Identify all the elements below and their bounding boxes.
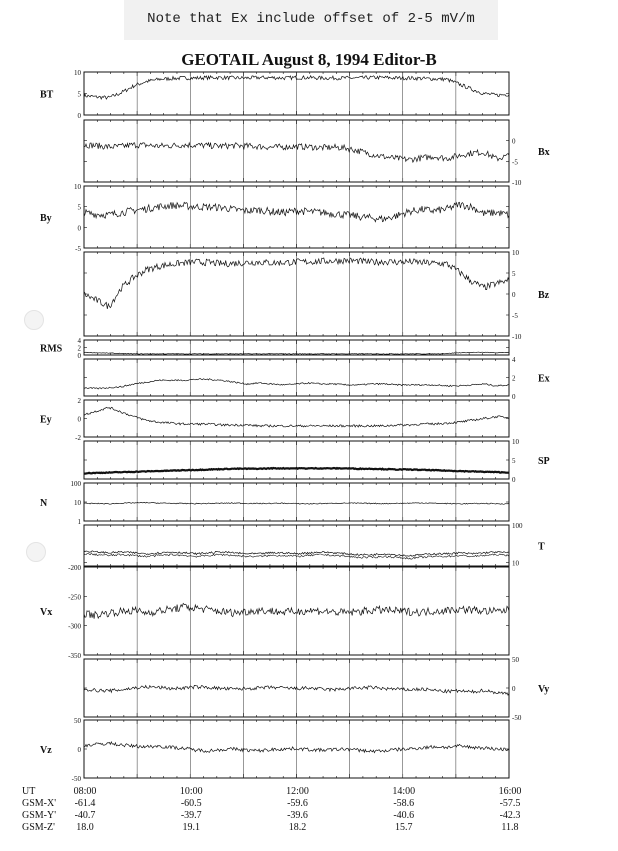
y-tick-label: 5 [512,457,516,465]
x-tick-label: 08:00 [73,786,97,797]
orbit-value: -59.6 [287,798,308,809]
panel-label: Vz [40,745,52,756]
panel-label: N [40,498,48,509]
panel-label: SP [538,456,550,467]
y-tick-label: -350 [68,652,81,660]
y-tick-label: -10 [512,333,522,341]
panel-label: Ey [40,414,52,426]
y-tick-label: 2 [77,397,81,405]
y-tick-label: -300 [68,622,81,631]
orbit-value: 15.7 [395,822,413,833]
orbit-row [0,786,618,798]
y-tick-label: 0 [512,393,516,401]
panel-bx [84,120,550,187]
y-tick-label: 0 [512,685,516,693]
panel-bz [84,249,550,341]
orbit-row-label: UT [22,786,36,797]
orbit-value: -57.5 [499,798,521,809]
y-tick-label: 5 [512,270,516,278]
x-tick-label: 14:00 [392,786,416,797]
y-tick-label: -5 [75,245,81,253]
y-tick-label: 10 [74,69,81,77]
y-tick-label: 10 [512,438,519,446]
y-tick-label: 10 [512,249,519,257]
orbit-value: 18.2 [288,822,307,833]
panel-rms [40,337,509,360]
offset-note: Note that Ex include offset of 2-5 mV/m [124,0,498,40]
x-tick-label: 16:00 [498,786,522,797]
y-tick-label: -50 [71,775,81,783]
y-tick-label: 1 [77,518,81,526]
y-tick-label: 100 [70,480,81,488]
panel-vz [40,717,509,783]
orbit-value: -60.5 [180,798,202,809]
x-tick-label: 10:00 [179,786,203,797]
panel-label: By [40,213,52,224]
panel-label: Bz [538,290,550,301]
panel-label: RMS [40,343,63,355]
y-tick-label: 2 [77,344,81,353]
y-tick-label: 0 [512,476,516,484]
y-tick-label: -2 [75,434,81,442]
orbit-row [0,810,618,822]
y-tick-label: 2 [512,374,516,383]
panel-ex [84,356,550,401]
orbit-value: 19.1 [182,822,200,833]
panel-vy [84,656,549,722]
y-tick-label: -10 [512,179,522,187]
y-tick-label: 10 [512,559,519,568]
orbit-row [0,822,618,834]
y-tick-label: 10 [74,499,81,507]
panel-label: Vy [538,684,550,695]
x-tick-label: 12:00 [286,786,309,797]
orbit-row-label: GSM-Z' [22,822,55,833]
y-tick-label: 100 [512,522,523,530]
orbit-value: 11.8 [501,822,519,833]
orbit-row-label: GSM-X' [22,798,57,809]
panel-sp [84,438,550,484]
y-tick-label: 50 [74,717,81,725]
y-tick-label: 0 [77,415,81,424]
y-tick-label: 4 [77,337,81,345]
panel-by [40,183,509,253]
panel-label: BT [40,89,54,101]
y-tick-label: 0 [77,224,81,233]
y-tick-label: 50 [512,656,519,664]
chart-title: GEOTAIL August 8, 1994 Editor-B [181,50,437,69]
panel-label: Vx [40,607,53,618]
orbit-row-label: GSM-Y' [22,810,57,821]
panel-label: Bx [538,147,550,158]
orbit-value: -39.7 [180,810,202,821]
panel-vx [40,564,509,660]
y-tick-label: -5 [512,158,518,167]
orbit-row [0,798,618,810]
y-tick-label: 4 [512,356,516,364]
panel-label: T [538,541,545,553]
orbit-value: -42.3 [499,810,521,821]
y-tick-label: -250 [68,593,81,602]
panel-bt [40,69,509,120]
panel-ey [40,397,509,442]
orbit-value: 18.0 [76,822,94,833]
orbit-value: -58.6 [393,798,415,809]
y-tick-label: 10 [74,183,81,191]
y-tick-label: -50 [512,714,522,722]
y-tick-label: 0 [77,352,81,360]
orbit-value: -40.6 [393,810,415,821]
y-tick-label: 5 [77,203,81,212]
orbit-value: -61.4 [74,798,96,809]
orbit-value: -39.6 [287,810,308,821]
panel-t [84,522,545,567]
y-tick-label: -200 [68,564,81,572]
y-tick-label: 0 [77,746,81,754]
y-tick-label: 0 [77,112,81,120]
panel-n [40,480,509,526]
orbit-table [0,786,618,846]
y-tick-label: 0 [512,291,516,299]
y-tick-label: -5 [512,312,518,320]
orbit-value: -40.7 [74,810,96,821]
y-tick-label: 0 [512,137,516,146]
panel-label: Ex [538,373,550,385]
y-tick-label: 5 [77,90,81,99]
